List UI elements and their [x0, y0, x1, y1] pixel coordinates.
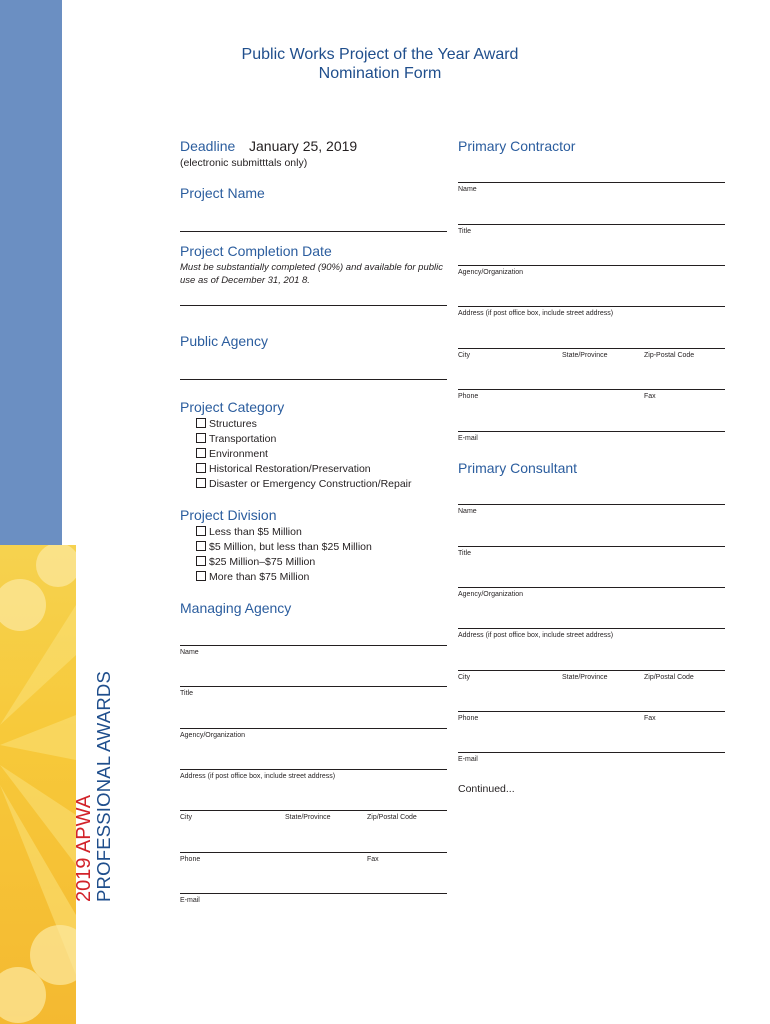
consultant-state-label: State/Province	[562, 674, 608, 681]
managing-agency-field[interactable]	[180, 728, 447, 729]
form-title: Public Works Project of the Year Award	[241, 46, 519, 63]
contractor-zip-label: Zip-Postal Code	[644, 352, 695, 359]
consultant-fax-label: Fax	[644, 715, 656, 722]
form-subtitle: Nomination Form	[318, 65, 442, 82]
completion-date-field[interactable]	[180, 305, 447, 306]
managing-name-label: Name	[180, 649, 199, 656]
checkbox-icon	[196, 556, 206, 566]
consultant-agency-field[interactable]	[458, 587, 725, 588]
checkbox-icon	[196, 418, 206, 428]
consultant-city-label: City	[458, 674, 471, 681]
consultant-phone-field[interactable]	[458, 711, 725, 712]
contractor-email-label: E-mail	[458, 435, 478, 442]
category-option-historical[interactable]: Historical Restoration/Preservation	[196, 462, 371, 477]
contractor-title-field[interactable]	[458, 224, 725, 225]
managing-phone-label: Phone	[180, 856, 201, 863]
project-category-heading: Project Category	[180, 399, 285, 415]
checkbox-icon	[196, 448, 206, 458]
managing-agency-label: Agency/Organization	[180, 732, 245, 739]
consultant-title-label: Title	[458, 550, 471, 557]
public-agency-label: Public Agency	[180, 333, 268, 349]
deadline-label: Deadline	[180, 138, 236, 154]
checkbox-icon	[196, 463, 206, 473]
consultant-email-field[interactable]	[458, 752, 725, 753]
contractor-email-field[interactable]	[458, 431, 725, 432]
primary-consultant-heading: Primary Consultant	[458, 460, 578, 476]
managing-state-label: State/Province	[285, 814, 331, 821]
contractor-city-label: City	[458, 352, 471, 359]
consultant-address-field[interactable]	[458, 628, 725, 629]
contractor-phone-field[interactable]	[458, 389, 725, 390]
primary-contractor-heading: Primary Contractor	[458, 138, 576, 154]
checkbox-icon	[196, 526, 206, 536]
division-option-25m-75m[interactable]: $25 Million–$75 Million	[196, 555, 315, 570]
completion-date-label: Project Completion Date	[180, 243, 332, 259]
project-name-field[interactable]	[180, 231, 447, 232]
completion-note-1: Must be substantially completed (90%) and available for public	[180, 262, 443, 273]
deadline-note: (electronic submitttals only)	[180, 157, 308, 169]
completion-note-2: use as of December 31, 201 8.	[180, 275, 310, 286]
award-year: 2019 APWA	[73, 794, 95, 902]
checkbox-icon	[196, 478, 206, 488]
checkbox-icon	[196, 571, 206, 581]
contractor-agency-label: Agency/Organization	[458, 269, 523, 276]
managing-phone-field[interactable]	[180, 852, 447, 853]
managing-title-label: Title	[180, 690, 193, 697]
managing-zip-label: Zip/Postal Code	[367, 814, 417, 821]
managing-fax-label: Fax	[367, 856, 379, 863]
consultant-email-label: E-mail	[458, 756, 478, 763]
public-agency-field[interactable]	[180, 379, 447, 380]
managing-address-label: Address (if post office box, include street address)	[180, 773, 336, 780]
managing-title-field[interactable]	[180, 686, 447, 687]
managing-email-label: E-mail	[180, 897, 200, 904]
award-subtitle: PROFESSIONAL AWARDS	[93, 671, 114, 902]
division-option-5m-25m[interactable]: $5 Million, but less than $25 Million	[196, 540, 372, 555]
category-option-structures[interactable]: Structures	[196, 417, 257, 432]
project-name-label: Project Name	[180, 185, 265, 201]
managing-address-field[interactable]	[180, 769, 447, 770]
consultant-city-field[interactable]	[458, 670, 725, 671]
category-option-environment[interactable]: Environment	[196, 447, 268, 462]
contractor-title-label: Title	[458, 228, 471, 235]
division-option-under-5m[interactable]: Less than $5 Million	[196, 525, 302, 540]
contractor-address-label: Address (if post office box, include street address)	[458, 310, 614, 317]
award-title	[74, 671, 114, 902]
contractor-state-label: State/Province	[562, 352, 608, 359]
consultant-name-label: Name	[458, 508, 477, 515]
continued-note: Continued...	[458, 783, 515, 795]
managing-agency-heading: Managing Agency	[180, 600, 292, 616]
category-option-disaster[interactable]: Disaster or Emergency Construction/Repair	[196, 477, 412, 492]
consultant-agency-label: Agency/Organization	[458, 591, 523, 598]
contractor-address-field[interactable]	[458, 306, 725, 307]
contractor-name-label: Name	[458, 186, 477, 193]
sunburst-graphic	[0, 545, 76, 1024]
checkbox-icon	[196, 541, 206, 551]
category-option-transportation[interactable]: Transportation	[196, 432, 276, 447]
award-banner	[0, 545, 76, 1024]
contractor-phone-label: Phone	[458, 393, 479, 400]
contractor-agency-field[interactable]	[458, 265, 725, 266]
deadline-date: January 25, 2019	[249, 138, 358, 154]
contractor-name-field[interactable]	[458, 182, 725, 183]
division-option-over-75m[interactable]: More than $75 Million	[196, 570, 309, 585]
managing-city-label: City	[180, 814, 193, 821]
contractor-fax-label: Fax	[644, 393, 656, 400]
managing-name-field[interactable]	[180, 645, 447, 646]
managing-email-field[interactable]	[180, 893, 447, 894]
checkbox-icon	[196, 433, 206, 443]
project-division-heading: Project Division	[180, 507, 277, 523]
consultant-title-field[interactable]	[458, 546, 725, 547]
managing-city-field[interactable]	[180, 810, 447, 811]
consultant-name-field[interactable]	[458, 504, 725, 505]
consultant-address-label: Address (if post office box, include street address)	[458, 632, 614, 639]
consultant-phone-label: Phone	[458, 715, 479, 722]
consultant-zip-label: Zip/Postal Code	[644, 674, 694, 681]
contractor-city-field[interactable]	[458, 348, 725, 349]
